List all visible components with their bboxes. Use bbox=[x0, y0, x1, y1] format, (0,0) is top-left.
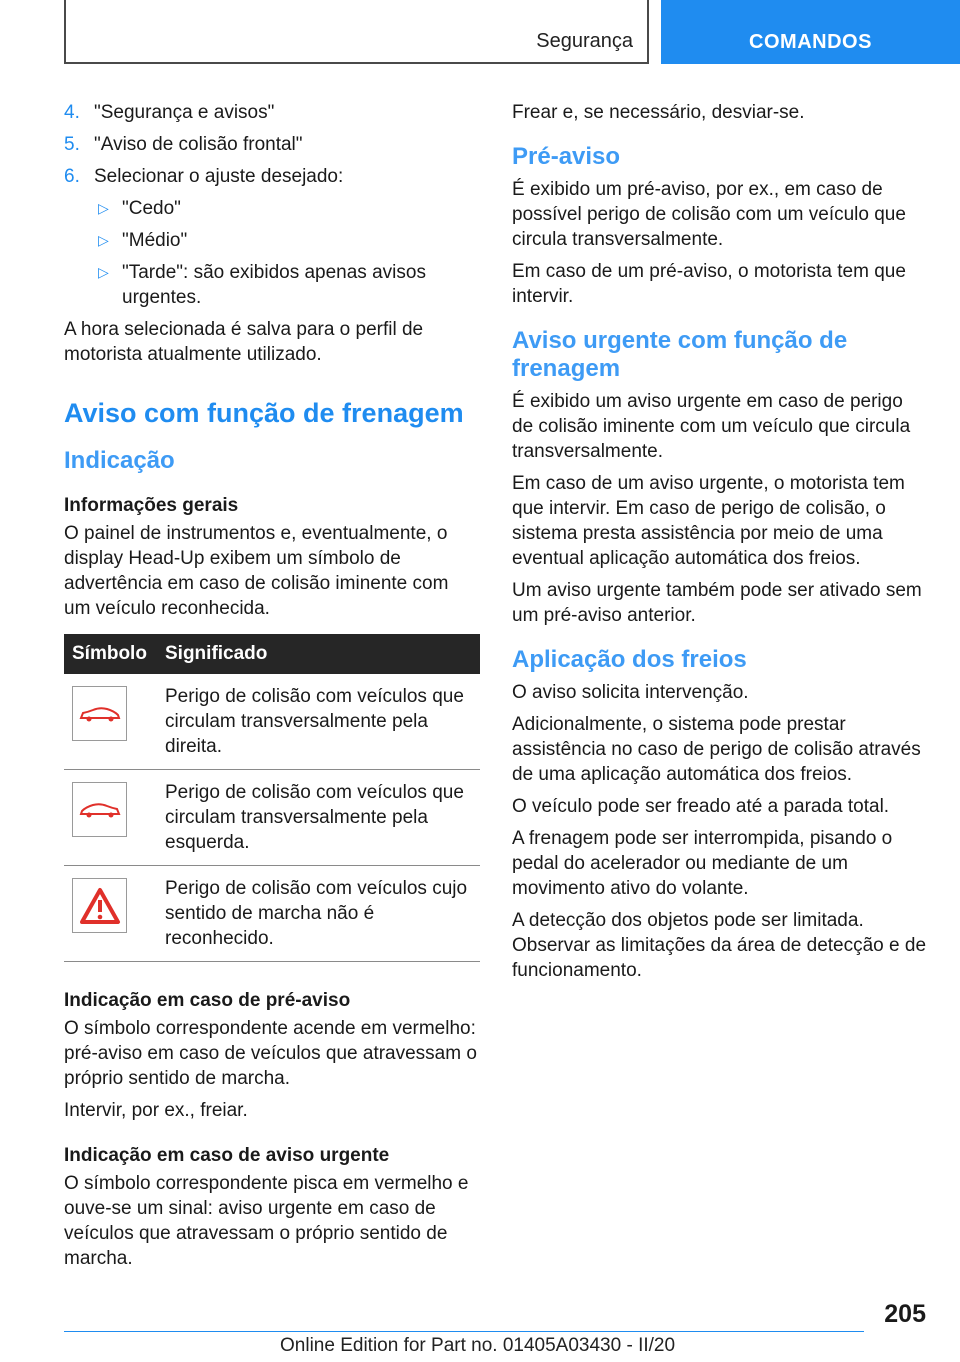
table-row: Perigo de colisão com veículos que circulam transversalmente pela direita. bbox=[64, 674, 480, 770]
triangle-bullet-icon: ▷ bbox=[98, 200, 109, 216]
table-row: Perigo de colisão com veículos cujo sentido de marcha não é reconhecido. bbox=[64, 866, 480, 962]
car-right-icon bbox=[72, 686, 127, 741]
paragraph: O símbolo correspondente acende em vermelho: pré-aviso em caso de veículos que atravessam o próprio sentido de marcha. bbox=[64, 1018, 477, 1089]
table-header bbox=[64, 634, 480, 674]
paragraph: É exibido um aviso urgente em caso de perigo de colisão iminente com um veículo que circula transversalmente. bbox=[512, 391, 911, 462]
paragraph: Em caso de um pré-aviso, o motorista tem que intervir. bbox=[512, 261, 906, 307]
list-item: 4. "Segurança e avisos" bbox=[64, 102, 275, 123]
header-box bbox=[64, 0, 649, 64]
paragraph: O painel de instrumentos e, eventualmente, o display Head-Up exibem um símbolo de advertência em caso de colisão iminente com um veículo reconhecida. bbox=[64, 523, 449, 619]
paragraph: O símbolo correspondente pisca em vermelho e ouve-se um sinal: aviso urgente em caso de veículos que atravessam o próprio sentido de marcha. bbox=[64, 1173, 469, 1269]
footer-divider bbox=[64, 1331, 864, 1332]
subsection-heading: Aplicação dos freios bbox=[512, 646, 747, 673]
chapter-tab-label: COMANDOS bbox=[749, 31, 872, 53]
paragraph: O aviso solicita intervenção. bbox=[512, 682, 749, 703]
edition-note: Online Edition for Part no. 01405A03430 - II/20 bbox=[280, 1335, 676, 1356]
page-number: 205 bbox=[884, 1300, 926, 1328]
bullet-item: ▷ "Tarde": são exibidos apenas avisos urgentes. bbox=[98, 262, 426, 308]
subsection-heading: Indicação bbox=[64, 447, 175, 474]
warning-triangle-icon bbox=[72, 878, 127, 933]
paragraph: É exibido um pré-aviso, por ex., em caso de possível perigo de colisão com um veículo que circula transversalmente. bbox=[512, 179, 906, 250]
section-heading: Aviso com função de frenagem bbox=[64, 398, 464, 428]
triangle-bullet-icon: ▷ bbox=[98, 232, 109, 248]
paragraph: Em caso de um aviso urgente, o motorista tem que intervir. Em caso de perigo de colisão, o sistema presta assistência por meio de uma eventual aplicação automática dos freios. bbox=[512, 473, 905, 569]
list-item: 5. "Aviso de colisão frontal" bbox=[64, 134, 303, 155]
paragraph: Um aviso urgente também pode ser ativado sem um pré-aviso anterior. bbox=[512, 580, 922, 626]
column-header: Símbolo bbox=[72, 643, 147, 664]
bullet-item: ▷ "Médio" bbox=[98, 230, 188, 251]
paragraph: A frenagem pode ser interrompida, pisando o pedal do acelerador ou mediante de um movimento ativo do volante. bbox=[512, 828, 893, 899]
subsection-heading: Pré-aviso bbox=[512, 143, 621, 170]
paragraph: Frear e, se necessário, desviar-se. bbox=[512, 102, 805, 123]
minor-heading: Indicação em caso de aviso urgente bbox=[64, 1145, 390, 1166]
list-item: 6. Selecionar o ajuste desejado: bbox=[64, 166, 344, 187]
minor-heading: Informações gerais bbox=[64, 495, 239, 516]
symbol-table bbox=[64, 634, 480, 962]
right-column bbox=[512, 100, 927, 990]
bullet-item: ▷ "Cedo" bbox=[98, 198, 181, 219]
paragraph: Intervir, por ex., freiar. bbox=[64, 1100, 248, 1121]
section-title: Segurança bbox=[536, 30, 633, 52]
left-column bbox=[64, 100, 480, 1278]
paragraph: A detecção dos objetos pode ser limitada. Observar as limitações da área de detecção e de funcionamento. bbox=[512, 910, 927, 981]
minor-heading: Indicação em caso de pré-aviso bbox=[64, 990, 351, 1011]
paragraph: Adicionalmente, o sistema pode prestar assistência no caso de perigo de colisão através de uma aplicação automática dos freios. bbox=[512, 714, 921, 785]
paragraph: A hora selecionada é salva para o perfil de motorista atualmente utilizado. bbox=[64, 319, 424, 365]
paragraph: O veículo pode ser freado até a parada total. bbox=[512, 796, 890, 817]
subsection-heading: Aviso urgente com função de frenagem bbox=[512, 327, 848, 382]
table-row: Perigo de colisão com veículos que circulam transversalmente pela esquerda. bbox=[64, 770, 480, 866]
chapter-tab[interactable] bbox=[661, 0, 960, 64]
column-header: Significado bbox=[165, 643, 268, 664]
car-left-icon bbox=[72, 782, 127, 837]
triangle-bullet-icon: ▷ bbox=[98, 264, 109, 280]
